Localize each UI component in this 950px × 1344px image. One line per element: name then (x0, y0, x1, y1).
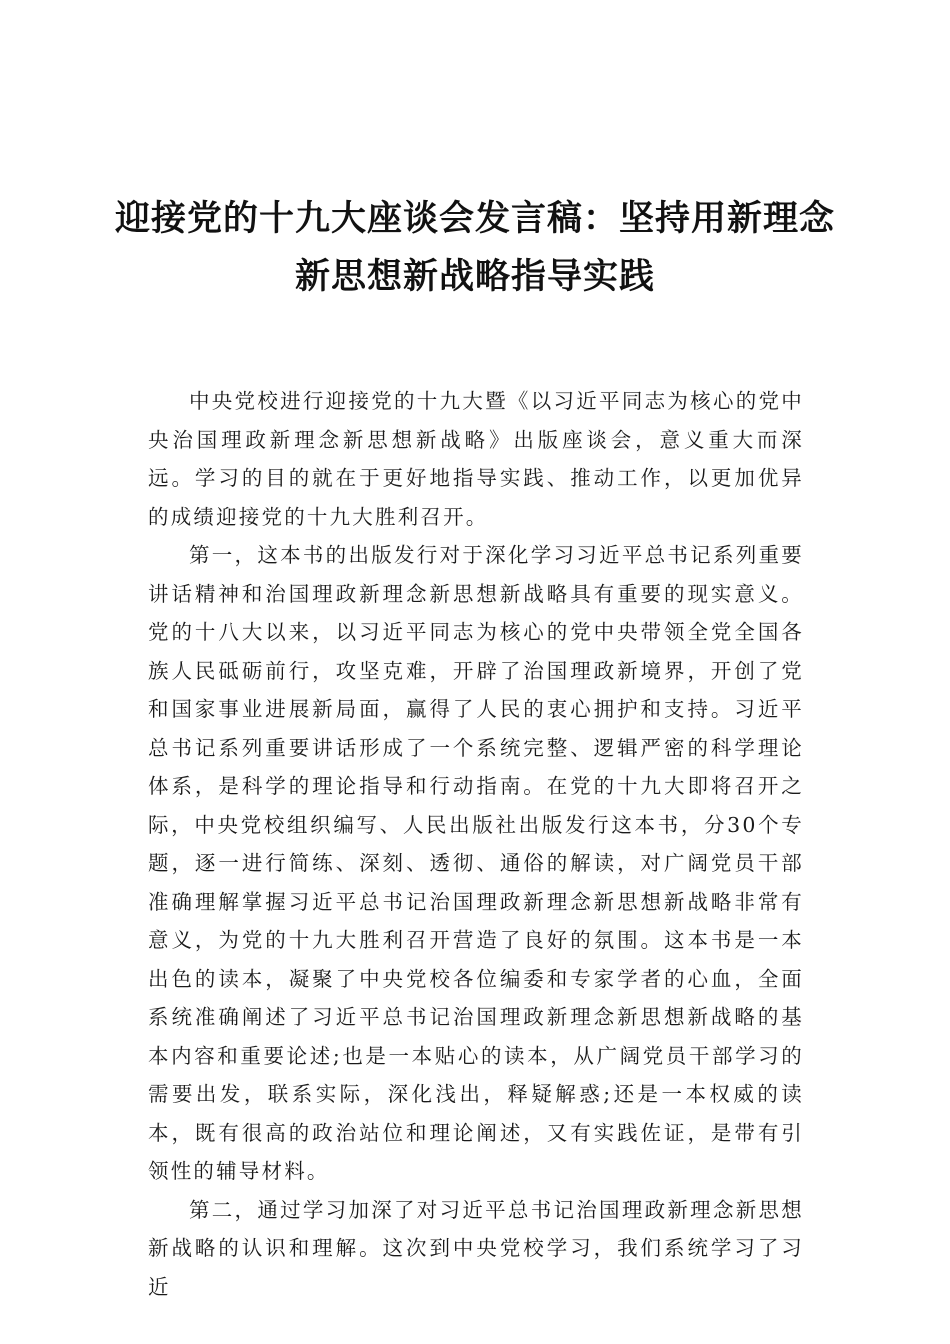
document-body (148, 382, 804, 1306)
paragraph-first-point: 第一，这本书的出版发行对于深化学习习近平总书记系列重要讲话精神和治国理政新理念新思想新战略具有重要的现实意义。党的十八大以来，以习近平同志为核心的党中央带领全党全国各族人民砥砺前行，攻坚克难，开辟了治国理政新境界，开创了党和国家事业进展新局面，赢得了人民的衷心拥护和支持。习近平总书记系列重要讲话形成了一个系统完整、逻辑严密的科学理论体系，是科学的理论指导和行动指南。在党的十九大即将召开之际，中央党校组织编写、人民出版社出版发行这本书，分30个专题，逐一进行简练、深刻、透彻、通俗的解读，对广阔党员干部准确理解掌握习近平总书记治国理政新理念新思想新战略非常有意义，为党的十九大胜利召开营造了良好的氛围。这本书是一本出色的读本，凝聚了中央党校各位编委和专家学者的心血，全面系统准确阐述了习近平总书记治国理政新理念新思想新战略的基本内容和重要论述;也是一本贴心的读本，从广阔党员干部学习的需要出发，联系实际，深化浅出，释疑解惑;还是一本权威的读本，既有很高的政治站位和理论阐述，又有实践佐证，是带有引领性的辅导材料。 (148, 543, 804, 1183)
paragraph-second-point: 第二，通过学习加深了对习近平总书记治国理政新理念新思想新战略的认识和理解。这次到中央党校学习，我们系统学习了习近 (148, 1197, 804, 1299)
document-title: 迎接党的十九大座谈会发言稿：坚持用新理念新思想新战略指导实践 (114, 199, 835, 297)
paragraph-intro: 中央党校进行迎接党的十九大暨《以习近平同志为核心的党中央治国理政新理念新思想新战略》出版座谈会，意义重大而深远。学习的目的就在于更好地指导实践、推动工作，以更加优异的成绩迎接党的十九大胜利召开。 (148, 389, 804, 529)
